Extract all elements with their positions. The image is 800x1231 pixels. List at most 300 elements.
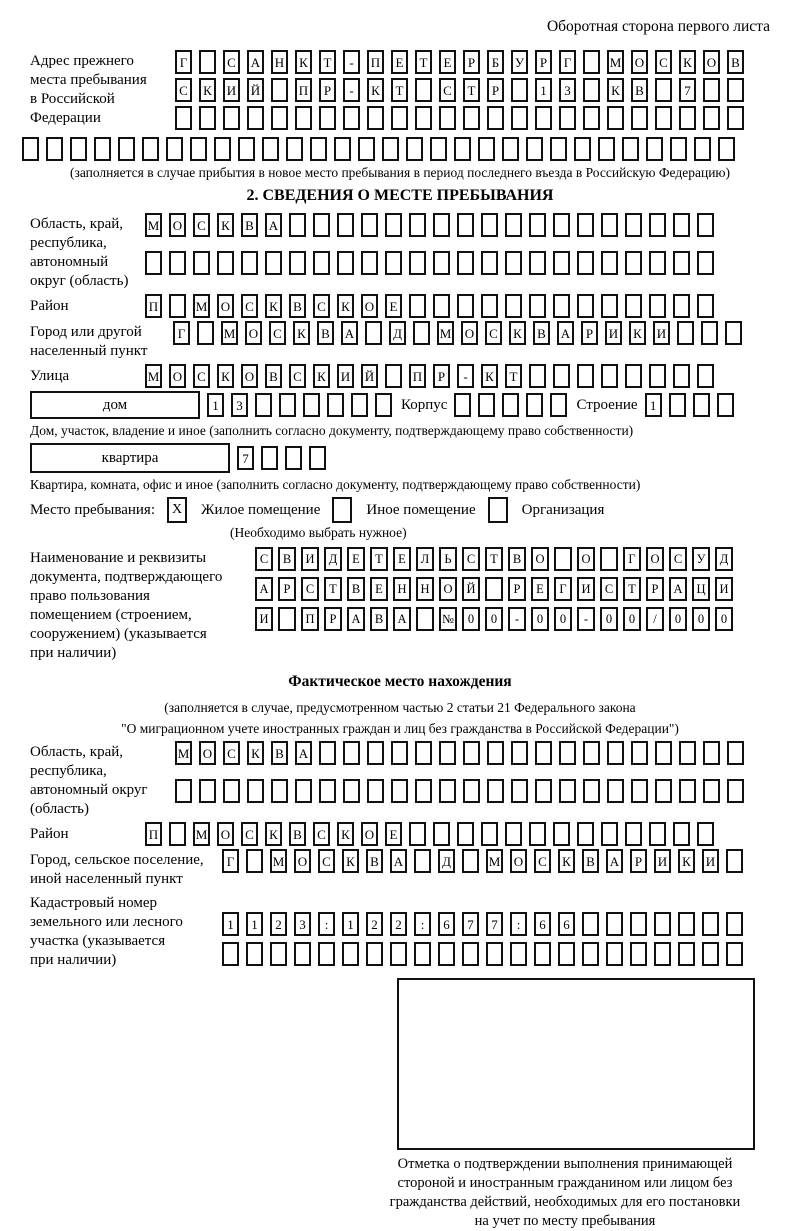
char-cell: А [347,607,365,631]
char-cell [375,393,392,417]
char-cell [295,779,312,803]
char-cell [22,137,39,161]
inoe-checkbox [332,497,352,523]
char-cell [529,364,546,388]
char-cell: : [510,912,527,936]
char-cell [601,364,618,388]
char-cell: О [217,822,234,846]
char-cell [415,78,432,102]
char-cell [337,251,354,275]
char-cell: 6 [558,912,575,936]
char-cell [289,213,306,237]
char-cell [510,942,527,966]
char-cell [462,849,479,873]
char-cell: В [347,577,365,601]
char-cell [366,942,383,966]
char-cell: С [655,50,672,74]
char-cell [462,942,479,966]
char-cell: - [343,78,360,102]
zhiloe-label: Жилое помещение [201,501,321,518]
char-cell [313,251,330,275]
char-cell [577,213,594,237]
char-cell [583,741,600,765]
char-cell: Р [487,78,504,102]
char-cell [463,779,480,803]
char-cell: М [175,741,192,765]
kvartira-cells [237,446,326,470]
char-cell [727,78,744,102]
char-cell: В [289,294,306,318]
char-cell: В [582,849,599,873]
char-cell: 0 [600,607,618,631]
char-cell [550,393,567,417]
char-cell [142,137,159,161]
char-cell: В [370,607,388,631]
fact-gorod-cells [222,849,743,873]
char-cell: В [533,321,550,345]
char-cell: К [293,321,310,345]
char-cell [677,321,694,345]
char-cell [319,106,336,130]
char-cell: Т [319,50,336,74]
char-cell: И [577,577,595,601]
fact-oblast-row-2 [175,779,744,803]
char-cell: 0 [554,607,572,631]
char-cell: И [653,321,670,345]
char-cell: Р [463,50,480,74]
kadastr-cell-rows [222,892,743,972]
char-cell: 1 [207,393,224,417]
section2-heading: 2. СВЕДЕНИЯ О МЕСТЕ ПРЕБЫВАНИЯ [246,187,554,204]
char-cell: - [457,364,474,388]
char-cell: М [193,294,210,318]
document-row-1 [255,547,733,571]
char-cell: К [607,78,624,102]
char-cell [625,251,642,275]
char-cell [649,364,666,388]
label-line: в Российской [30,91,115,107]
char-cell: Т [415,50,432,74]
prev-address-row-2 [175,78,744,102]
oblast-block [30,213,770,291]
char-cell [487,741,504,765]
char-cell [247,779,264,803]
char-cell: С [485,321,502,345]
char-cell: О [531,547,549,571]
char-cell [261,446,278,470]
char-cell: 3 [559,78,576,102]
char-cell: 0 [715,607,733,631]
char-cell: 2 [390,912,407,936]
char-cell [559,741,576,765]
char-cell: Р [508,577,526,601]
char-cell: Т [391,78,408,102]
char-cell [430,137,447,161]
char-cell [679,779,696,803]
char-cell: А [247,50,264,74]
prev-address-cell-rows [175,50,744,134]
char-cell [270,942,287,966]
char-cell: - [343,50,360,74]
char-cell: 0 [669,607,687,631]
fact-heading: Фактическое место нахождения [288,673,512,690]
ulitsa-block [30,364,770,388]
char-cell [583,78,600,102]
char-cell: В [241,213,258,237]
char-cell [577,251,594,275]
char-cell: А [393,607,411,631]
char-cell [481,294,498,318]
char-cell: О [577,547,595,571]
char-cell [175,779,192,803]
char-cell [574,137,591,161]
char-cell [382,137,399,161]
char-cell: Г [554,577,572,601]
char-cell [598,137,615,161]
char-cell [361,213,378,237]
char-cell: Т [463,78,480,102]
char-cell [433,822,450,846]
korpus-cells [454,393,567,417]
char-cell: Ц [692,577,710,601]
char-cell: Н [393,577,411,601]
char-cell: Й [247,78,264,102]
char-cell [295,106,312,130]
char-cell [319,779,336,803]
label-line: при наличии) [30,645,117,661]
char-cell: К [295,50,312,74]
char-cell: С [255,547,273,571]
char-cell: С [318,849,335,873]
char-cell: Т [623,577,641,601]
char-cell [454,393,471,417]
char-cell [391,779,408,803]
char-cell [169,822,186,846]
char-cell: К [217,213,234,237]
char-cell: С [301,577,319,601]
char-cell [726,942,743,966]
char-cell: Г [175,50,192,74]
char-cell [46,137,63,161]
char-cell [583,106,600,130]
char-cell [246,849,263,873]
char-cell: И [301,547,319,571]
char-cell [391,741,408,765]
char-cell [94,137,111,161]
char-cell: К [313,364,330,388]
char-cell: Р [581,321,598,345]
char-cell [606,942,623,966]
char-cell [511,106,528,130]
char-cell: В [265,364,282,388]
char-cell: О [294,849,311,873]
mesto-note: (Необходимо выбрать нужное) [230,525,407,540]
label-line: Кадастровый номер [30,895,157,911]
char-cell: 3 [294,912,311,936]
char-cell [630,942,647,966]
char-cell: И [255,607,273,631]
char-cell: Д [715,547,733,571]
char-cell [485,577,503,601]
char-cell [385,364,402,388]
char-cell [535,779,552,803]
char-cell: А [669,577,687,601]
prev-address-row-1 [175,50,744,74]
char-cell [294,942,311,966]
char-cell: Е [385,294,402,318]
kadastr-row-1 [222,912,743,936]
char-cell [559,106,576,130]
char-cell [487,106,504,130]
organizatsiya-label: Организация [521,501,605,518]
fact-gorod-label [30,849,222,889]
prev-address-note: (заполняется в случае прибытия в новое место пребывания в период последнего въезда в Российскую Федерацию) [69,165,731,180]
char-cell: : [318,912,335,936]
char-cell [727,741,744,765]
gorod-cells [173,321,742,345]
char-cell: В [366,849,383,873]
char-cell: 1 [342,912,359,936]
oblast-row-2 [145,251,714,275]
char-cell: К [217,364,234,388]
char-cell [606,912,623,936]
prev-address-block [30,50,770,134]
char-cell [582,912,599,936]
char-cell [697,213,714,237]
label-line: Отметка о подтверждении выполнения принимающей [397,1156,733,1172]
char-cell [365,321,382,345]
char-cell: Г [222,849,239,873]
mesto-label: Место пребывания: [30,501,155,518]
char-cell [553,294,570,318]
char-cell [463,106,480,130]
char-cell [625,294,642,318]
char-cell [391,106,408,130]
fact-oblast-block [30,741,770,819]
char-cell: Д [324,547,342,571]
char-cell [327,393,344,417]
char-cell [279,393,296,417]
char-cell [673,251,690,275]
char-cell: И [337,364,354,388]
gorod-label [30,321,173,361]
char-cell: К [247,741,264,765]
char-cell [607,741,624,765]
char-cell: П [367,50,384,74]
dom-cells [207,393,392,417]
char-cell: С [439,78,456,102]
char-cell [481,251,498,275]
stroenie-label: Строение [576,396,638,413]
char-cell [409,822,426,846]
char-cell [271,779,288,803]
char-cell [511,78,528,102]
fact-oblast-cell-rows [175,741,744,817]
document-block [30,547,770,663]
char-cell: 2 [270,912,287,936]
label-line: участка (указывается [30,933,166,949]
char-cell [678,942,695,966]
char-cell: О [361,822,378,846]
char-cell [553,364,570,388]
char-cell [478,137,495,161]
char-cell [241,251,258,275]
char-cell: М [607,50,624,74]
prev-address-row-4 [22,137,770,161]
char-cell: 0 [623,607,641,631]
char-cell [285,446,302,470]
char-cell: 6 [534,912,551,936]
char-cell [559,779,576,803]
char-cell: С [313,294,330,318]
char-cell [697,364,714,388]
char-cell [631,741,648,765]
kadastr-block [30,892,770,972]
char-cell [214,137,231,161]
char-cell: С [223,741,240,765]
char-cell: С [175,78,192,102]
char-cell [679,106,696,130]
char-cell: С [223,50,240,74]
char-cell [553,213,570,237]
char-cell: 0 [531,607,549,631]
char-cell: М [270,849,287,873]
char-cell [409,294,426,318]
char-cell [502,393,519,417]
char-cell: 1 [246,912,263,936]
char-cell: О [703,50,720,74]
label-line: помещением (строением, [30,607,192,623]
label-line: республика, [30,763,107,779]
label-line: округ (область) [30,273,129,289]
label-line: (область) [30,801,89,817]
char-cell [526,393,543,417]
char-cell: О [631,50,648,74]
char-cell: К [337,822,354,846]
char-cell: А [606,849,623,873]
char-cell: П [301,607,319,631]
char-cell [601,294,618,318]
char-cell: К [679,50,696,74]
char-cell [577,294,594,318]
char-cell [271,106,288,130]
char-cell: А [557,321,574,345]
char-cell [649,251,666,275]
char-cell: О [439,577,457,601]
label-line: стороной и иностранным гражданином или лицом без [397,1175,733,1191]
char-cell [625,213,642,237]
char-cell [502,137,519,161]
oblast-cell-rows [145,213,714,289]
char-cell: В [317,321,334,345]
char-cell: О [199,741,216,765]
char-cell: - [508,607,526,631]
char-cell [343,106,360,130]
document-cell-rows [255,547,733,637]
page-title: Оборотная сторона первого листа [546,18,770,35]
char-cell: О [169,364,186,388]
char-cell [361,251,378,275]
char-cell: К [265,822,282,846]
label-line: автономный [30,254,109,270]
char-cell [553,822,570,846]
char-cell [577,364,594,388]
char-cell [486,942,503,966]
char-cell: М [193,822,210,846]
char-cell: П [295,78,312,102]
label-line: иной населенный пункт [30,871,183,887]
char-cell: С [193,364,210,388]
char-cell [166,137,183,161]
char-cell: Ь [439,547,457,571]
char-cell [169,294,186,318]
char-cell [433,294,450,318]
ulitsa-cells [145,364,714,388]
char-cell: Р [433,364,450,388]
kvartira-row [30,443,770,473]
char-cell: И [223,78,240,102]
char-cell [313,213,330,237]
char-cell: О [461,321,478,345]
char-cell [199,106,216,130]
char-cell [457,251,474,275]
char-cell [342,942,359,966]
char-cell [439,106,456,130]
char-cell [193,251,210,275]
char-cell: К [558,849,575,873]
char-cell: В [508,547,526,571]
char-cell [673,213,690,237]
char-cell: Т [505,364,522,388]
char-cell [701,321,718,345]
char-cell [487,779,504,803]
char-cell [199,50,216,74]
char-cell: С [462,547,480,571]
char-cell: К [337,294,354,318]
organizatsiya-checkbox [488,497,508,523]
char-cell: А [341,321,358,345]
label-line: Наименование и реквизиты [30,550,207,566]
char-cell [343,779,360,803]
char-cell: В [271,741,288,765]
char-cell [286,137,303,161]
label-line: Область, край, [30,744,124,760]
char-cell [655,106,672,130]
char-cell: К [678,849,695,873]
char-cell: 7 [679,78,696,102]
char-cell: Б [487,50,504,74]
char-cell: С [241,822,258,846]
char-cell: Д [389,321,406,345]
char-cell: 0 [462,607,480,631]
char-cell: П [145,822,162,846]
rayon-cells [145,294,714,318]
char-cell [726,849,743,873]
char-cell: А [255,577,273,601]
char-cell [433,251,450,275]
char-cell [655,779,672,803]
label-line: право пользования [30,588,150,604]
char-cell: Н [271,50,288,74]
char-cell [414,942,431,966]
char-cell [415,779,432,803]
char-cell: 7 [237,446,254,470]
char-cell [199,779,216,803]
char-cell [583,779,600,803]
char-cell [725,321,742,345]
char-cell [601,822,618,846]
char-cell [238,137,255,161]
